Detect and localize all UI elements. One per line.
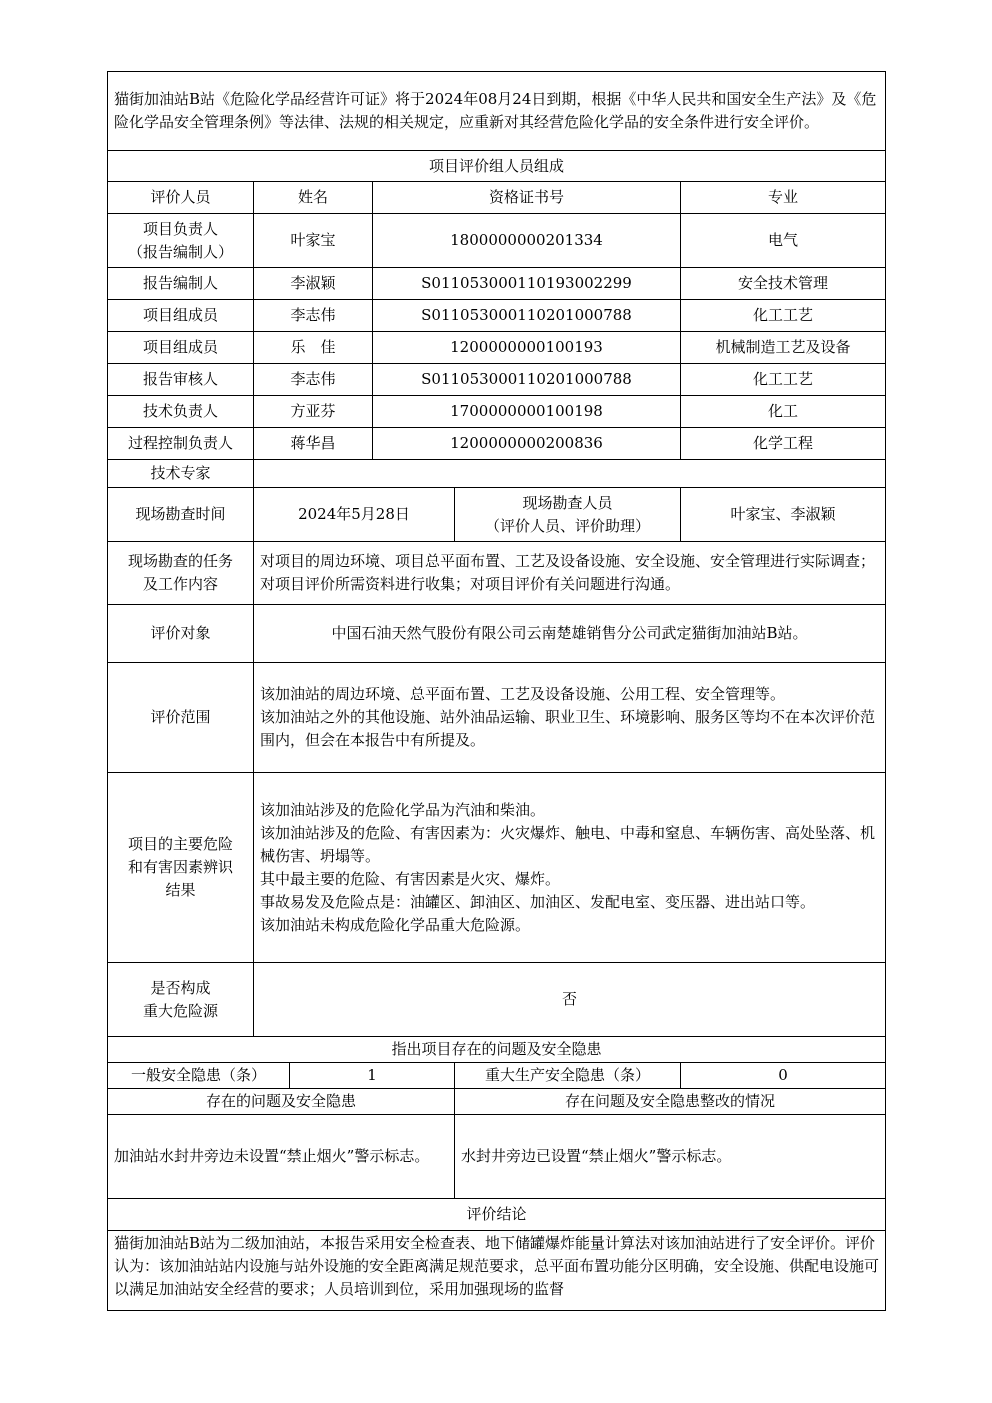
general-hazard-label: 一般安全隐患（条） <box>108 1063 290 1089</box>
major-hazard-value: 否 <box>254 963 886 1037</box>
survey-staff-label: 现场勘查人员 （评价人员、评价助理） <box>455 488 681 542</box>
team-row-major: 安全技术管理 <box>681 268 886 300</box>
major-hazard-count-label: 重大生产安全隐患（条） <box>455 1063 681 1089</box>
team-row-cert: 1200000000200836 <box>373 428 681 460</box>
object-label: 评价对象 <box>108 605 254 663</box>
team-row-role: 技术负责人 <box>108 396 254 428</box>
team-row-role: 项目组成员 <box>108 300 254 332</box>
team-row-cert: S011053000110201000788 <box>373 300 681 332</box>
issues-title: 指出项目存在的问题及安全隐患 <box>108 1037 886 1063</box>
team-row-role: 项目组成员 <box>108 332 254 364</box>
team-row-name: 乐 佳 <box>254 332 373 364</box>
team-row-major: 化工工艺 <box>681 364 886 396</box>
expert-label: 技术专家 <box>108 460 254 488</box>
survey-task-label: 现场勘查的任务 及工作内容 <box>108 542 254 605</box>
header-cert: 资格证书号 <box>373 182 681 214</box>
team-row-role: 过程控制负责人 <box>108 428 254 460</box>
header-name: 姓名 <box>254 182 373 214</box>
fix-column-header: 存在问题及安全隐患整改的情况 <box>455 1089 886 1115</box>
survey-time-value: 2024年5月28日 <box>254 488 455 542</box>
scope-value: 该加油站的周边环境、总平面布置、工艺及设备设施、公用工程、安全管理等。 该加油站之外的其他设施、站外油品运输、职业卫生、环境影响、服务区等均不在本次评价范围内，但会在本报告中有所提及。 <box>254 663 886 773</box>
hazards-label: 项目的主要危险 和有害因素辨识 结果 <box>108 773 254 963</box>
conclusion-title: 评价结论 <box>108 1199 886 1231</box>
team-row-cert: 1800000000201334 <box>373 214 681 268</box>
survey-time-label: 现场勘查时间 <box>108 488 254 542</box>
team-row-name: 蒋华昌 <box>254 428 373 460</box>
header-role: 评价人员 <box>108 182 254 214</box>
team-row-cert: 1200000000100193 <box>373 332 681 364</box>
team-title: 项目评价组人员组成 <box>108 151 886 182</box>
evaluation-table <box>107 71 886 1311</box>
team-row-major: 化学工程 <box>681 428 886 460</box>
problem-text: 加油站水封井旁边未设置“禁止烟火”警示标志。 <box>108 1115 455 1199</box>
team-row-major: 化工工艺 <box>681 300 886 332</box>
general-hazard-count: 1 <box>290 1063 455 1089</box>
expert-value <box>254 460 886 488</box>
survey-staff-value: 叶家宝、李淑颖 <box>681 488 886 542</box>
conclusion-text: 猫街加油站B站为二级加油站，本报告采用安全检查表、地下储罐爆炸能量计算法对该加油站进行了安全评价。评价认为：该加油站站内设施与站外设施的安全距离满足规范要求，总平面布置功能分区明确，安全设施、供配电设施可以满足加油站安全经营的要求；人员培训到位，采用加强现场的监督 <box>108 1231 886 1311</box>
intro-text: 猫街加油站B站《危险化学品经营许可证》将于2024年08月24日到期，根据《中华人民共和国安全生产法》及《危险化学品安全管理条例》等法律、法规的相关规定，应重新对其经营危险化学品的安全条件进行安全评价。 <box>108 72 886 151</box>
object-value: 中国石油天然气股份有限公司云南楚雄销售分公司武定猫街加油站B站。 <box>254 605 886 663</box>
team-row-major: 机械制造工艺及设备 <box>681 332 886 364</box>
hazards-value: 该加油站涉及的危险化学品为汽油和柴油。 该加油站涉及的危险、有害因素为：火灾爆炸、触电、中毒和窒息、车辆伤害、高处坠落、机械伤害、坍塌等。 其中最主要的危险、有害因素是火灾、爆炸。 事故易发及危险点是：油罐区、卸油区、加油区、发配电室、变压器、进出站口等。 该加油站未构成危险化学品重大危险源。 <box>254 773 886 963</box>
team-row-name: 方亚芬 <box>254 396 373 428</box>
team-row-cert: S011053000110193002299 <box>373 268 681 300</box>
survey-task-value: 对项目的周边环境、项目总平面布置、工艺及设备设施、安全设施、安全管理进行实际调查；对项目评价所需资料进行收集；对项目评价有关问题进行沟通。 <box>254 542 886 605</box>
major-hazard-count: 0 <box>681 1063 886 1089</box>
team-row-major: 电气 <box>681 214 886 268</box>
team-row-role: 项目负责人 （报告编制人） <box>108 214 254 268</box>
team-row-name: 叶家宝 <box>254 214 373 268</box>
team-row-cert: 1700000000100198 <box>373 396 681 428</box>
team-row-name: 李志伟 <box>254 364 373 396</box>
team-row-cert: S011053000110201000788 <box>373 364 681 396</box>
team-row-role: 报告编制人 <box>108 268 254 300</box>
team-row-role: 报告审核人 <box>108 364 254 396</box>
team-row-name: 李志伟 <box>254 300 373 332</box>
problem-column-header: 存在的问题及安全隐患 <box>108 1089 455 1115</box>
major-hazard-label: 是否构成 重大危险源 <box>108 963 254 1037</box>
team-row-major: 化工 <box>681 396 886 428</box>
fix-text: 水封井旁边已设置“禁止烟火”警示标志。 <box>455 1115 886 1199</box>
team-row-name: 李淑颖 <box>254 268 373 300</box>
scope-label: 评价范围 <box>108 663 254 773</box>
header-major: 专业 <box>681 182 886 214</box>
